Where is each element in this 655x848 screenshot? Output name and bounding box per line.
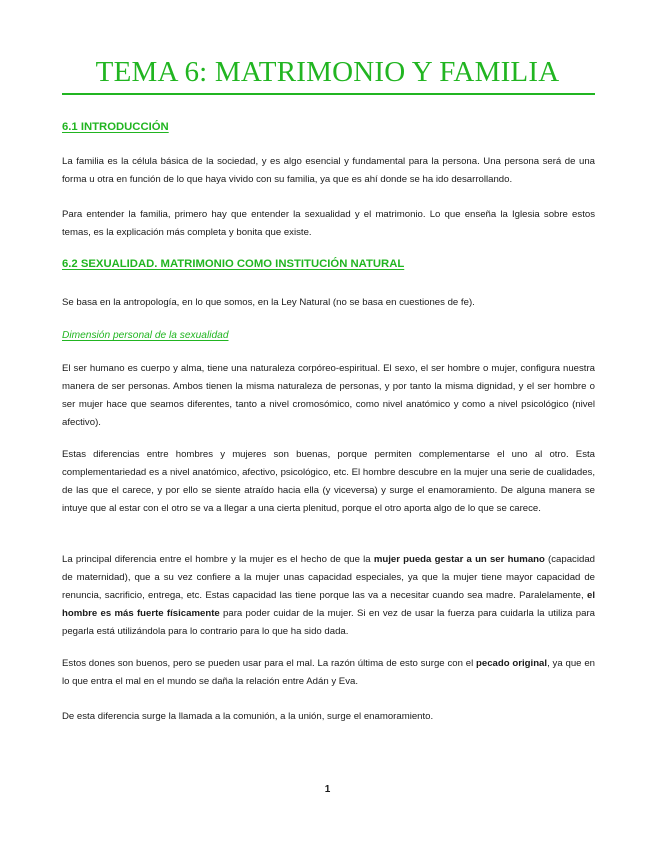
text-run: , ya que en lo que entra el mal en el mundo se daña la relación entre Adán y Eva. — [62, 658, 595, 687]
paragraph-cuerpo-alma: El ser humano es cuerpo y alma, tiene una naturaleza corpóreo-espiritual. El sexo, el ser hombre o mujer, configura nuestra manera de ser personas. Ambos tienen la misma naturaleza de personas, y por tanto la misma dignidad, y el ser hombre o ser mujer hace que seamos diferentes, tanto a nivel cromosómico, como nivel anatómico y como a nivel psicológico (nivel afectivo). — [62, 363, 595, 428]
bold-run: mujer pueda gestar a un ser humano — [373, 554, 545, 565]
paragraph-antropologia: Se basa en la antropología, en lo que somos, en la Ley Natural (no se basa en cuestiones de fe). — [62, 297, 475, 308]
paragraph-entender: Para entender la familia, primero hay que entender la sexualidad y el matrimonio. Lo que enseña la Iglesia sobre estos temas, es la explicación más completa y bonita que existe. — [62, 209, 595, 238]
paragraph-comunion: De esta diferencia surge la llamada a la comunión, a la unión, surge el enamoramiento. — [62, 711, 434, 722]
subheading-dimension-personal: Dimensión personal de la sexualidad — [62, 330, 229, 341]
bold-run: el hombre es más fuerte físicamente — [62, 590, 595, 619]
section-heading-sexualidad: 6.2 SEXUALIDAD. MATRIMONIO COMO INSTITUCIÓN NATURAL — [62, 258, 405, 270]
text-run: para poder cuidar de la mujer. Si en vez de usar la fuerza para cuidarla la utiliza para pegarla está utilizándola para lo contrario para lo que ha sido dada. — [62, 608, 595, 637]
paragraph-diferencias: Estas diferencias entre hombres y mujeres son buenas, porque permiten complementarse el uno al otro. Esta complementariedad es a nivel anatómico, afectivo, psicológico, etc. El hombre descubre en la mujer una serie de cualidades, de las que el carece, y por ello se siente atraído hacia ella (y viceversa) y surge el enamoramiento. De alguna manera se intuye que al estar con el otro se va a llegar a una cierta plenitud, porque el otro aporta algo de lo que se carece. — [62, 449, 595, 514]
paragraph-principal-diferencia — [62, 551, 595, 641]
text-run: (capacidad de maternidad), que a su vez confiere a la mujer unas capacidad especiales, ya que la mujer tiene mayor capacidad de renuncia, sacrificio, entrega, etc. Estas capacidad las tiene porque las va a necesitar cuando sea madre. Paralelamente, — [62, 554, 595, 601]
title-underline — [62, 93, 595, 95]
bold-run: pecado original — [476, 658, 548, 669]
page-title: TEMA 6: MATRIMONIO Y FAMILIA — [95, 56, 560, 88]
section-heading-introduccion: 6.1 INTRODUCCIÓN — [62, 121, 169, 133]
text-run: Estos dones son buenos, pero se pueden usar para el mal. La razón última de esto surge con el — [62, 658, 477, 669]
text-run: La principal diferencia entre el hombre y la mujer es el hecho de que la — [62, 554, 374, 565]
page-number: 1 — [324, 784, 331, 795]
paragraph-dones — [62, 655, 595, 691]
paragraph-familia: La familia es la célula básica de la sociedad, y es algo esencial y fundamental para la persona. Una persona será de una forma u otra en función de lo que haya vivido con su familia, ya que es ahí donde se ha ido desarrollando. — [62, 156, 595, 185]
